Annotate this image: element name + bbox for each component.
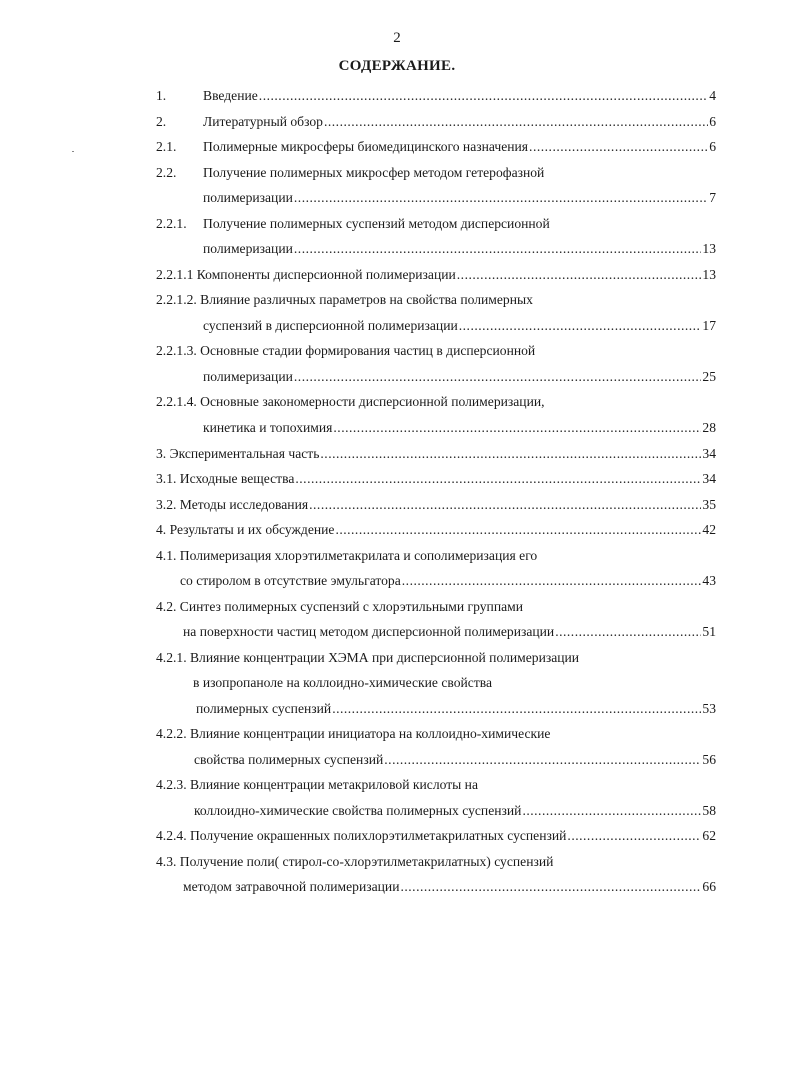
toc-entry-text: методом затравочной полимеризации <box>183 879 400 894</box>
toc-entry-page: 6 <box>709 139 716 154</box>
toc-entry-line <box>156 827 716 845</box>
toc-entry-text: в изопропаноле на коллоидно-химические свойства <box>193 675 493 690</box>
toc-entry-line <box>156 445 716 463</box>
dot-leader <box>384 751 701 769</box>
toc-entry-line <box>203 368 716 386</box>
toc-entry-text: полимеризации <box>203 369 293 384</box>
toc-entry-page: 53 <box>702 701 716 716</box>
toc-entry-text: 4. Результаты и их обсуждение <box>156 522 335 537</box>
toc-entry-line <box>194 802 716 820</box>
dot-leader <box>309 496 701 514</box>
dot-leader <box>522 802 701 820</box>
dot-leader <box>555 623 701 641</box>
toc-entry-line <box>203 419 716 437</box>
dot-leader <box>457 266 702 284</box>
toc-entry-text: 2.2.1.1 Компоненты дисперсионной полимеризации <box>156 267 456 282</box>
toc-entry-text: кинетика и топохимия <box>203 420 333 435</box>
dot-leader <box>294 240 702 258</box>
toc-entry-text: 4.2.1. Влияние концентрации ХЭМА при дисперсионной полимеризации <box>156 650 580 665</box>
toc-entry-page: 42 <box>702 522 716 537</box>
toc-entry-text: со стиролом в отсутствие эмульгатора <box>180 573 401 588</box>
toc-entry-text: на поверхности частиц методом дисперсионной полимеризации <box>183 624 555 639</box>
dot-leader <box>400 878 701 896</box>
toc-entry-line <box>183 878 716 896</box>
dot-leader <box>333 419 701 437</box>
dot-leader <box>332 700 701 718</box>
toc-entry-text: 2.2.1.4. Основные закономерности дисперсионной полимеризации, <box>156 394 545 409</box>
toc-entry-page: 17 <box>702 318 716 333</box>
toc-entry-text: 3.2. Методы исследования <box>156 497 309 512</box>
toc-entry-page: 62 <box>702 828 716 843</box>
toc-entry-line <box>203 189 716 207</box>
dot-leader <box>324 113 708 131</box>
toc-entry-text: Литературный обзор <box>203 114 323 129</box>
scan-speck <box>72 151 74 152</box>
toc-entry-page: 7 <box>709 190 716 205</box>
toc-entry-line <box>180 572 716 590</box>
toc-entry-number: 2. <box>156 114 167 129</box>
toc-entry-text: суспензий в дисперсионной полимеризации <box>203 318 458 333</box>
toc-entry-line <box>203 87 716 105</box>
toc-entry-text: полимерных суспензий <box>196 701 332 716</box>
toc-entry-page: 34 <box>702 471 716 486</box>
toc-entry-text: 4.1. Полимеризация хлорэтилметакрилата и сополимеризация его <box>156 548 538 563</box>
dot-leader <box>459 317 702 335</box>
toc-title: СОДЕРЖАНИЕ. <box>338 58 456 74</box>
toc-entry-line <box>156 496 716 514</box>
toc-entry-page: 4 <box>709 88 716 103</box>
toc-entry-line <box>156 470 716 488</box>
toc-entry-text: 4.3. Получение поли( стирол-со-хлорэтилметакрилатных) суспензий <box>156 854 554 869</box>
toc-entry-text: 3.1. Исходные вещества <box>156 471 295 486</box>
toc-entry-page: 13 <box>702 267 716 282</box>
toc-entry-page: 13 <box>702 241 716 256</box>
dot-leader <box>295 470 701 488</box>
toc-entry-text: Введение <box>203 88 258 103</box>
dot-leader <box>259 87 708 105</box>
toc-entry-line <box>156 266 716 284</box>
toc-entry-text: 2.2.1.3. Основные стадии формирования частиц в дисперсионной <box>156 343 536 358</box>
toc-entry-page: 34 <box>702 446 716 461</box>
toc-entry-page: 35 <box>702 497 716 512</box>
page-number: 2 <box>393 30 401 46</box>
dot-leader <box>567 827 701 845</box>
toc-entry-text: 4.2.3. Влияние концентрации метакриловой кислоты на <box>156 777 478 792</box>
toc-entry-line <box>203 317 716 335</box>
toc-entry-text: 3. Экспериментальная часть <box>156 446 320 461</box>
toc-entry-line <box>156 521 716 539</box>
toc-entry-text: Получение полимерных суспензий методом дисперсионной <box>203 216 550 231</box>
toc-entry-page: 51 <box>702 624 716 639</box>
toc-entry-text: 2.2.1.2. Влияние различных параметров на свойства полимерных <box>156 292 533 307</box>
toc-entry-number: 2.2. <box>156 165 177 180</box>
toc-entry-page: 28 <box>702 420 716 435</box>
dot-leader <box>320 445 701 463</box>
dot-leader <box>294 189 708 207</box>
toc-entry-page: 58 <box>702 803 716 818</box>
toc-entry-line <box>203 113 716 131</box>
toc-entry-text: 4.2.2. Влияние концентрации инициатора на коллоидно-химические <box>156 726 551 741</box>
toc-entry-text: 4.2. Синтез полимерных суспензий с хлорэтильными группами <box>156 599 523 614</box>
toc-entry-line <box>203 138 716 156</box>
toc-entry-line <box>183 623 716 641</box>
toc-entry-line <box>194 751 716 769</box>
toc-entry-text: полимеризации <box>203 190 293 205</box>
toc-entry-number: 1. <box>156 88 167 103</box>
toc-entry-number: 2.1. <box>156 139 177 154</box>
dot-leader <box>294 368 702 386</box>
dot-leader <box>529 138 708 156</box>
toc-entry-line <box>203 240 716 258</box>
dot-leader <box>335 521 701 539</box>
toc-entry-line <box>196 700 716 718</box>
toc-entry-text: свойства полимерных суспензий <box>194 752 384 767</box>
toc-entry-page: 6 <box>709 114 716 129</box>
toc-entry-number: 2.2.1. <box>156 216 187 231</box>
toc-entry-text: коллоидно-химические свойства полимерных суспензий <box>194 803 522 818</box>
toc-entry-text: полимеризации <box>203 241 293 256</box>
toc-entry-page: 43 <box>702 573 716 588</box>
toc-entry-text: 4.2.4. Получение окрашенных полихлорэтилметакрилатных суспензий <box>156 828 567 843</box>
toc-entry-page: 56 <box>702 752 716 767</box>
dot-leader <box>402 572 702 590</box>
toc-entry-page: 25 <box>702 369 716 384</box>
toc-entry-page: 66 <box>702 879 716 894</box>
toc-entry-text: Полимерные микросферы биомедицинского назначения <box>203 139 529 154</box>
toc-entry-text: Получение полимерных микросфер методом гетерофазной <box>203 165 545 180</box>
